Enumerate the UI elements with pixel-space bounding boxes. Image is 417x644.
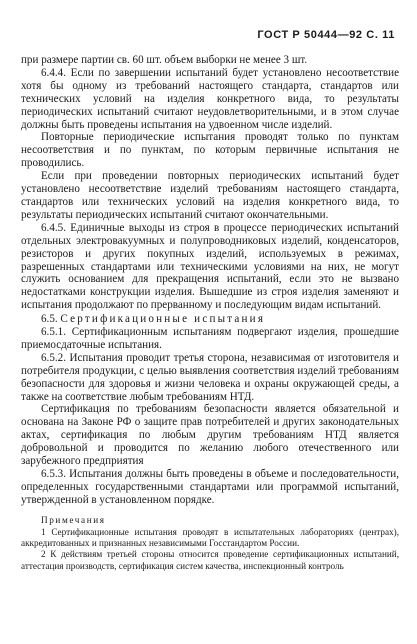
paragraph-repeat-results: Если при проведении повторных периодических испытаний будет установлено несоответствие изделий требованиям настоящего стандарта, стандартов или технических условий на изделия конкретного вида, то результаты периодических испытаний считают окончательными. <box>21 170 399 221</box>
section-heading-title: Сертификационные испытания <box>60 313 266 326</box>
notes-block <box>21 515 399 572</box>
paragraph-sample-size: при размере партии св. 60 шт. объем выборки не менее 3 шт. <box>21 54 308 66</box>
paragraph-repeat-tests: Повторные периодические испытания проводят только по пунктам несоответствия и по пунктам, по которым первичные испытания не проводились. <box>21 131 399 170</box>
page-header: ГОСТ Р 50444—92 С. 11 <box>257 29 395 41</box>
paragraph-6-4-5: 6.4.5. Единичные выходы из строя в процессе периодических испытаний отдельных электровакуумных и полупроводниковых изделий, конденсаторов, резисторов и других покупных изделий, используемых в режимах, разрешенных стандартами или техническими условиями на них, не могут служить основанием для прекращения испытаний, если это не вызвано недостатками конструкции изделия. Вышедшие из строя изделия заменяют и испытания продолжают по прерванному и последующим видам испытаний. <box>21 221 399 312</box>
paragraph-6-5-1: 6.5.1. Сертификационным испытаниям подвергают изделия, прошедшие приемосдаточные испытания. <box>21 326 399 351</box>
section-heading-6-5 <box>21 313 399 326</box>
paragraph-6-4-4: 6.4.4. Если по завершении испытаний будет установлено несоответствие хотя бы одному из требований настоящего стандарта, стандартов или технических условий на изделия конкретного вида, то результаты периодических испытаний считают неудовлетворительными, и в этом случае должны быть проведены испытания на удвоенном числе изделий. <box>21 66 399 131</box>
note-2: 2 К действиям третьей стороны относится проведение сертификационных испытаний, аттестация производств, сертификация систем качества, инспекционный контроль <box>21 549 399 571</box>
document-body <box>21 54 399 572</box>
paragraph-certification-safety: Сертификация по требованиям безопасности является обязательной и основана на Законе РФ о защите прав потребителей и других законодательных актах, сертификация по любым другим требованиям НТД является добровольной и проводится по желанию любого отечественного или зарубежного предприятия <box>21 403 399 468</box>
section-heading-number: 6.5. <box>41 313 58 326</box>
notes-title: Примечания <box>41 514 106 525</box>
paragraph-6-5-2: 6.5.2. Испытания проводит третья сторона, независимая от изготовителя и потребителя продукции, с целью выявления соответствия изделий требованиям безопасности для здоровья и жизни человека и охраны окружающей среды, а также на соответствие любым требованиям НТД. <box>21 351 399 403</box>
note-1: 1 Сертификационные испытания проводят в испытательных лабораториях (центрах), аккредитованных и признанных независимыми Госстандартом России. <box>21 526 399 549</box>
paragraph-6-5-3: 6.5.3. Испытания должны быть проведены в объеме и последовательности, определенных государственными стандартами или программой испытаний, утвержденной в установленном порядке. <box>21 468 399 506</box>
